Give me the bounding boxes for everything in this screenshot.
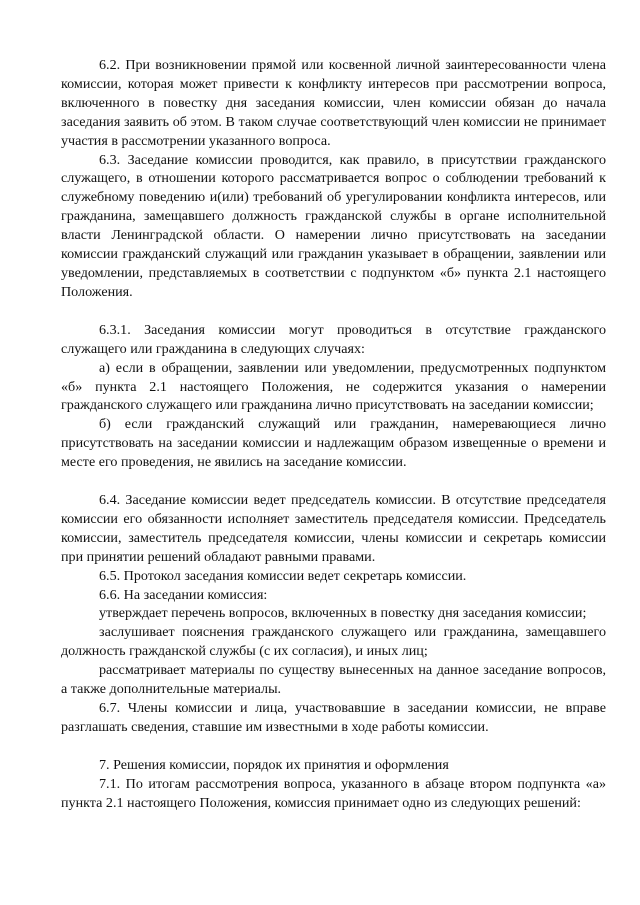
paragraph-7-1: 7.1. По итогам рассмотрения вопроса, указанного в абзаце втором подпункта «а» пункта 2.1 настоящего Положения, комиссия принимает одно из следующих решений:	[61, 775, 606, 811]
paragraph-6-3-1-a: а) если в обращении, заявлении или уведомлении, предусмотренных подпунктом «б» пункта 2.1 настоящего Положения, не содержится указания о намерении гражданского служащего или гражданина лично присутствовать на заседании комиссии;	[61, 359, 606, 414]
paragraph-6-3-1: 6.3.1. Заседания комиссии могут проводиться в отсутствие гражданского служащего или гражданина в следующих случаях:	[61, 321, 606, 357]
paragraph-6-6-item-2: заслушивает пояснения гражданского служащего или гражданина, замещавшего должность гражданской службы (с их согласия), и иных лиц;	[61, 624, 606, 660]
section-7-heading: 7. Решения комиссии, порядок их принятия и оформления	[99, 756, 449, 773]
paragraph-6-3-1-b: б) если гражданский служащий или гражданин, намеревающиеся лично присутствовать на заседании комиссии и надлежащим образом извещенные о времени и месте его проведения, не явились на заседание комиссии.	[61, 416, 606, 471]
paragraph-6-3: 6.3. Заседание комиссии проводится, как правило, в присутствии гражданского служащего, в отношении которого рассматривается вопрос о соблюдении требований к служебному поведению и(или) требований об урегулировании конфликта интересов, или гражданина, замещавшего должность гражданской службы в органе исполнительной власти Ленинградской области. О намерении лично присутствовать на заседании комиссии гражданский служащий или гражданин указывает в обращении, заявлении или уведомлении, представляемых в соответствии с подпунктом «б» пункта 2.1 настоящего Положения.	[61, 151, 606, 300]
paragraph-6-2: 6.2. При возникновении прямой или косвенной личной заинтересованности члена комиссии, которая может привести к конфликту интересов при рассмотрении вопроса, включенного в повестку дня заседания комиссии, член комиссии обязан до начала заседания заявить об этом. В таком случае соответствующий член комиссии не принимает участия в рассмотрении указанного вопроса.	[61, 57, 606, 149]
paragraph-gap	[61, 737, 606, 756]
paragraph-6-7: 6.7. Члены комиссии и лица, участвовавшие в заседании комиссии, не вправе разглашать сведения, ставшие им известными в ходе работы комиссии.	[61, 700, 606, 735]
paragraph-6-5: 6.5. Протокол заседания комиссии ведет секретарь комиссии.	[99, 567, 467, 584]
paragraph-gap	[61, 302, 606, 321]
paragraph-6-6-item-1: утверждает перечень вопросов, включенных в повестку дня заседания комиссии;	[99, 605, 587, 622]
paragraph-6-6: 6.6. На заседании комиссия:	[99, 586, 268, 603]
paragraph-6-6-item-3: рассматривает материалы по существу вынесенных на данное заседание вопросов, а также дополнительные материалы.	[61, 662, 606, 698]
paragraph-6-4: 6.4. Заседание комиссии ведет председатель комиссии. В отсутствие председателя комиссии его обязанности исполняет заместитель председателя комиссии. Председатель комиссии, заместитель председателя комиссии, члены комиссии и секретарь комиссии при принятии решений обладают равными правами.	[61, 492, 606, 565]
paragraph-gap	[61, 472, 606, 491]
document-body	[61, 56, 606, 813]
